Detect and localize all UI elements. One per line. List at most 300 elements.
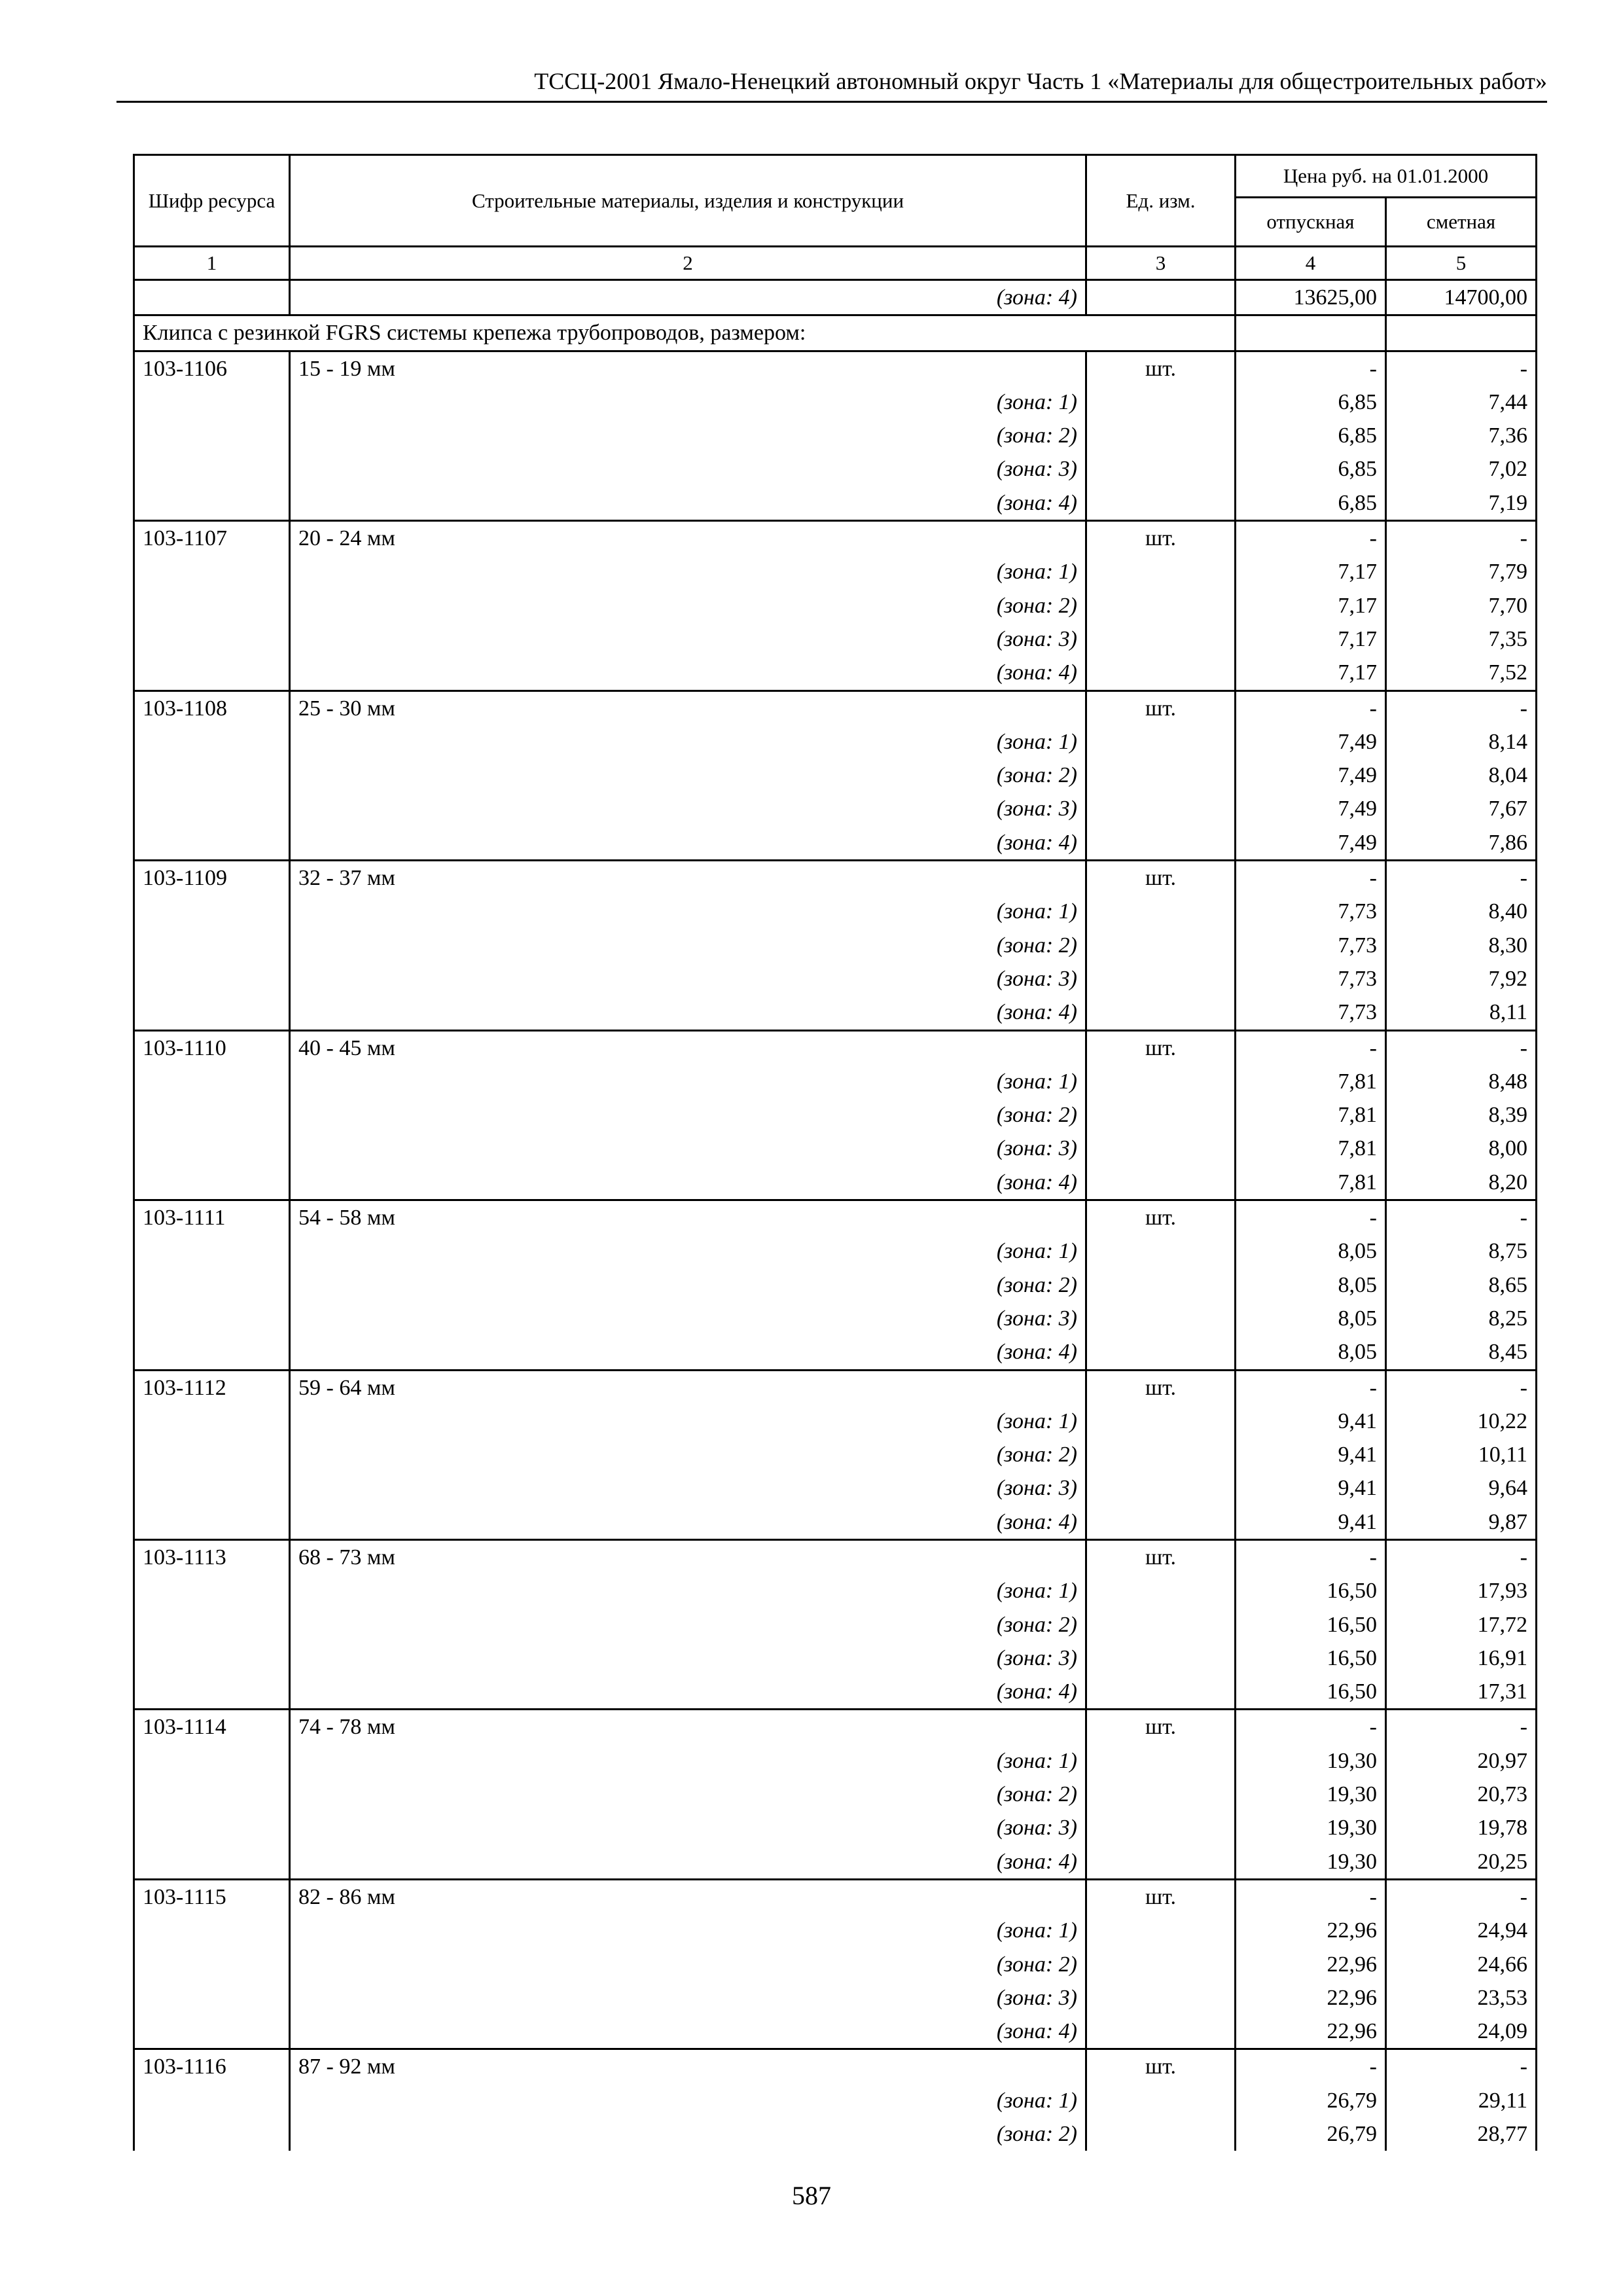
release-price-cell: 6,85 — [1236, 486, 1386, 521]
unit-cell — [1086, 1608, 1236, 1641]
resource-code-cell — [134, 1234, 290, 1268]
unit-cell — [1086, 1065, 1236, 1098]
release-price-cell: - — [1236, 2049, 1386, 2084]
zone-label: (зона: 4) — [290, 486, 1086, 521]
unit-cell — [1086, 622, 1236, 656]
zone-label: (зона: 2) — [290, 759, 1086, 792]
zone-label: (зона: 3) — [290, 1811, 1086, 1844]
estimate-price-cell: 8,11 — [1386, 996, 1537, 1030]
zone-row — [134, 1608, 1537, 1641]
unit-cell — [1086, 1811, 1236, 1844]
release-price-cell: 6,85 — [1236, 419, 1386, 452]
release-price-cell: 7,81 — [1236, 1166, 1386, 1200]
estimate-price-cell: 8,40 — [1386, 895, 1537, 928]
resource-code-cell: 103-1106 — [134, 351, 290, 386]
zone-row — [134, 962, 1537, 996]
unit-cell — [1086, 725, 1236, 759]
unit-cell — [1086, 386, 1236, 419]
estimate-price-cell: - — [1386, 1200, 1537, 1235]
zone-label: (зона: 2) — [290, 1098, 1086, 1132]
resource-code-cell — [134, 1065, 290, 1098]
zone-row — [134, 725, 1537, 759]
resource-code-cell — [134, 2117, 290, 2151]
resource-code-cell — [134, 1845, 290, 1880]
table-row — [134, 2049, 1537, 2084]
zone-label: (зона: 4) — [290, 1845, 1086, 1880]
release-price-cell: 7,81 — [1236, 1132, 1386, 1165]
unit-cell — [1086, 1641, 1236, 1675]
zone-row — [134, 419, 1537, 452]
estimate-price-cell: 17,72 — [1386, 1608, 1537, 1641]
unit-cell: шт. — [1086, 861, 1236, 895]
release-price-cell: 26,79 — [1236, 2117, 1386, 2151]
carry-code-cell — [134, 280, 290, 315]
zone-label: (зона: 4) — [290, 656, 1086, 691]
unit-cell: шт. — [1086, 691, 1236, 725]
unit-cell — [1086, 1166, 1236, 1200]
size-cell: 54 - 58 мм — [290, 1200, 1086, 1235]
zone-label: (зона: 1) — [290, 1405, 1086, 1438]
estimate-price-cell: 9,87 — [1386, 1505, 1537, 1540]
resource-code-cell — [134, 1744, 290, 1778]
zone-row — [134, 1405, 1537, 1438]
zone-row — [134, 1132, 1537, 1165]
unit-cell: шт. — [1086, 1879, 1236, 1914]
estimate-price-cell: 7,92 — [1386, 962, 1537, 996]
group-empty-cell — [1236, 315, 1386, 351]
unit-cell — [1086, 1574, 1236, 1607]
unit-cell — [1086, 1981, 1236, 2015]
release-price-cell: - — [1236, 1370, 1386, 1405]
zone-label: (зона: 4) — [290, 1505, 1086, 1540]
unit-cell: шт. — [1086, 2049, 1236, 2084]
col-header-code: Шифр ресурса — [134, 155, 290, 247]
estimate-price-cell: - — [1386, 1030, 1537, 1065]
estimate-price-cell: 28,77 — [1386, 2117, 1537, 2151]
zone-row — [134, 1166, 1537, 1200]
unit-cell — [1086, 996, 1236, 1030]
zone-row — [134, 792, 1537, 825]
zone-label: (зона: 1) — [290, 1234, 1086, 1268]
unit-cell — [1086, 1845, 1236, 1880]
unit-cell — [1086, 1744, 1236, 1778]
resource-code-cell — [134, 419, 290, 452]
release-price-cell: 8,05 — [1236, 1302, 1386, 1335]
zone-row — [134, 1914, 1537, 1947]
size-cell: 20 - 24 мм — [290, 521, 1086, 556]
estimate-price-cell: 8,20 — [1386, 1166, 1537, 1200]
resource-code-cell — [134, 895, 290, 928]
column-numbers-row — [134, 247, 1537, 280]
zone-row — [134, 589, 1537, 622]
release-price-cell: 7,49 — [1236, 725, 1386, 759]
estimate-price-cell: - — [1386, 1710, 1537, 1744]
zone-label: (зона: 3) — [290, 1132, 1086, 1165]
release-price-cell: - — [1236, 691, 1386, 725]
release-price-cell: 6,85 — [1236, 452, 1386, 486]
unit-cell — [1086, 555, 1236, 588]
col-number: 5 — [1386, 247, 1537, 280]
estimate-price-cell: 8,75 — [1386, 1234, 1537, 1268]
release-price-cell: 16,50 — [1236, 1641, 1386, 1675]
zone-row — [134, 895, 1537, 928]
zone-row — [134, 486, 1537, 521]
estimate-price-cell: 29,11 — [1386, 2084, 1537, 2117]
zone-row — [134, 1471, 1537, 1505]
estimate-price-cell: - — [1386, 351, 1537, 386]
zone-label: (зона: 2) — [290, 589, 1086, 622]
resource-code-cell — [134, 1914, 290, 1947]
release-price-cell: 7,73 — [1236, 996, 1386, 1030]
zone-label: (зона: 4) — [290, 2015, 1086, 2049]
unit-cell — [1086, 759, 1236, 792]
resource-code-cell — [134, 2015, 290, 2049]
release-price-cell: 7,49 — [1236, 792, 1386, 825]
release-price-cell: 16,50 — [1236, 1675, 1386, 1710]
unit-cell — [1086, 2084, 1236, 2117]
zone-label: (зона: 4) — [290, 1675, 1086, 1710]
release-price-cell: - — [1236, 1879, 1386, 1914]
table-row — [134, 1539, 1537, 1574]
price-table — [133, 154, 1537, 2151]
zone-label: (зона: 2) — [290, 2117, 1086, 2151]
unit-cell — [1086, 962, 1236, 996]
zone-row — [134, 1778, 1537, 1811]
release-price-cell: 16,50 — [1236, 1574, 1386, 1607]
resource-code-cell — [134, 1268, 290, 1302]
estimate-price-cell: - — [1386, 861, 1537, 895]
col-header-price: Цена руб. на 01.01.2000 — [1236, 155, 1537, 198]
estimate-price-cell: - — [1386, 521, 1537, 556]
unit-cell — [1086, 486, 1236, 521]
estimate-price-cell: 7,86 — [1386, 826, 1537, 861]
estimate-price-cell: 14700,00 — [1386, 280, 1537, 315]
release-price-cell: 19,30 — [1236, 1744, 1386, 1778]
unit-cell — [1086, 826, 1236, 861]
table-row — [134, 351, 1537, 386]
resource-code-cell — [134, 486, 290, 521]
release-price-cell: 13625,00 — [1236, 280, 1386, 315]
resource-code-cell — [134, 1778, 290, 1811]
unit-cell — [1086, 1335, 1236, 1370]
zone-label: (зона: 3) — [290, 1471, 1086, 1505]
zone-label: (зона: 2) — [290, 1608, 1086, 1641]
release-price-cell: - — [1236, 1539, 1386, 1574]
size-cell: 87 - 92 мм — [290, 2049, 1086, 2084]
zone-label: (зона: 1) — [290, 555, 1086, 588]
zone-label: (зона: 4) — [290, 1335, 1086, 1370]
zone-row — [134, 1098, 1537, 1132]
zone-row — [134, 1948, 1537, 1981]
resource-code-cell — [134, 656, 290, 691]
size-cell: 32 - 37 мм — [290, 861, 1086, 895]
running-header: ТССЦ-2001 Ямало-Ненецкий автономный округ Часть 1 «Материалы для общестроительных работ» — [116, 65, 1547, 103]
unit-cell — [1086, 1438, 1236, 1471]
resource-code-cell — [134, 1132, 290, 1165]
zone-row — [134, 826, 1537, 861]
release-price-cell: 7,73 — [1236, 929, 1386, 962]
zone-row — [134, 759, 1537, 792]
estimate-price-cell: 20,97 — [1386, 1744, 1537, 1778]
zone-label: (зона: 4) — [290, 280, 1086, 315]
zone-row — [134, 452, 1537, 486]
zone-row — [134, 1234, 1537, 1268]
zone-row — [134, 1268, 1537, 1302]
table-row — [134, 1879, 1537, 1914]
zone-row — [134, 622, 1537, 656]
resource-code-cell — [134, 1471, 290, 1505]
zone-row — [134, 2117, 1537, 2151]
table-body — [134, 280, 1537, 2151]
resource-code-cell — [134, 1335, 290, 1370]
estimate-price-cell: 7,79 — [1386, 555, 1537, 588]
group-title-row — [134, 315, 1537, 351]
table-row — [134, 521, 1537, 556]
resource-code-cell: 103-1109 — [134, 861, 290, 895]
release-price-cell: - — [1236, 1200, 1386, 1235]
unit-cell — [1086, 895, 1236, 928]
col-number: 4 — [1236, 247, 1386, 280]
resource-code-cell: 103-1107 — [134, 521, 290, 556]
estimate-price-cell: 17,31 — [1386, 1675, 1537, 1710]
release-price-cell: 7,81 — [1236, 1065, 1386, 1098]
resource-code-cell — [134, 1505, 290, 1540]
resource-code-cell — [134, 1641, 290, 1675]
zone-label: (зона: 4) — [290, 996, 1086, 1030]
zone-label: (зона: 2) — [290, 1948, 1086, 1981]
resource-code-cell: 103-1113 — [134, 1539, 290, 1574]
unit-cell — [1086, 1914, 1236, 1947]
col-number: 3 — [1086, 247, 1236, 280]
unit-cell — [1086, 1948, 1236, 1981]
unit-cell — [1086, 1471, 1236, 1505]
release-price-cell: 7,17 — [1236, 555, 1386, 588]
table-row — [134, 1200, 1537, 1235]
resource-code-cell — [134, 452, 290, 486]
release-price-cell: - — [1236, 1710, 1386, 1744]
resource-code-cell — [134, 589, 290, 622]
release-price-cell: 19,30 — [1236, 1811, 1386, 1844]
zone-label: (зона: 4) — [290, 1166, 1086, 1200]
unit-cell — [1086, 929, 1236, 962]
estimate-price-cell: 7,19 — [1386, 486, 1537, 521]
zone-label: (зона: 3) — [290, 792, 1086, 825]
estimate-price-cell: 10,11 — [1386, 1438, 1537, 1471]
resource-code-cell — [134, 2084, 290, 2117]
zone-row — [134, 386, 1537, 419]
release-price-cell: 7,81 — [1236, 1098, 1386, 1132]
size-cell: 40 - 45 мм — [290, 1030, 1086, 1065]
unit-cell — [1086, 452, 1236, 486]
zone-label: (зона: 3) — [290, 962, 1086, 996]
release-price-cell: 7,73 — [1236, 895, 1386, 928]
release-price-cell: - — [1236, 521, 1386, 556]
unit-cell: шт. — [1086, 1200, 1236, 1235]
zone-label: (зона: 2) — [290, 929, 1086, 962]
zone-label: (зона: 2) — [290, 419, 1086, 452]
estimate-price-cell: 24,94 — [1386, 1914, 1537, 1947]
resource-code-cell — [134, 1981, 290, 2015]
estimate-price-cell: 7,02 — [1386, 452, 1537, 486]
resource-code-cell: 103-1112 — [134, 1370, 290, 1405]
table-row — [134, 1030, 1537, 1065]
estimate-price-cell: 9,64 — [1386, 1471, 1537, 1505]
unit-cell — [1086, 419, 1236, 452]
release-price-cell: 22,96 — [1236, 1981, 1386, 2015]
release-price-cell: 26,79 — [1236, 2084, 1386, 2117]
estimate-price-cell: 8,45 — [1386, 1335, 1537, 1370]
estimate-price-cell: 10,22 — [1386, 1405, 1537, 1438]
resource-code-cell — [134, 1438, 290, 1471]
resource-code-cell — [134, 622, 290, 656]
unit-cell — [1086, 1132, 1236, 1165]
resource-code-cell — [134, 1811, 290, 1844]
resource-code-cell — [134, 1948, 290, 1981]
carry-over-row — [134, 280, 1537, 315]
zone-label: (зона: 3) — [290, 452, 1086, 486]
unit-cell — [1086, 2015, 1236, 2049]
unit-cell: шт. — [1086, 521, 1236, 556]
estimate-price-cell: 16,91 — [1386, 1641, 1537, 1675]
size-cell: 74 - 78 мм — [290, 1710, 1086, 1744]
resource-code-cell: 103-1115 — [134, 1879, 290, 1914]
estimate-price-cell: 8,14 — [1386, 725, 1537, 759]
estimate-price-cell: - — [1386, 1879, 1537, 1914]
zone-label: (зона: 1) — [290, 1744, 1086, 1778]
release-price-cell: 6,85 — [1236, 386, 1386, 419]
unit-cell — [1086, 280, 1236, 315]
unit-cell: шт. — [1086, 1030, 1236, 1065]
unit-cell: шт. — [1086, 1710, 1236, 1744]
release-price-cell: 8,05 — [1236, 1268, 1386, 1302]
release-price-cell: 9,41 — [1236, 1405, 1386, 1438]
resource-code-cell — [134, 1302, 290, 1335]
zone-row — [134, 996, 1537, 1030]
unit-cell — [1086, 1405, 1236, 1438]
zone-row — [134, 1335, 1537, 1370]
release-price-cell: - — [1236, 1030, 1386, 1065]
estimate-price-cell: 23,53 — [1386, 1981, 1537, 2015]
zone-label: (зона: 1) — [290, 1065, 1086, 1098]
zone-row — [134, 2084, 1537, 2117]
release-price-cell: 19,30 — [1236, 1845, 1386, 1880]
estimate-price-cell: 24,09 — [1386, 2015, 1537, 2049]
release-price-cell: 7,49 — [1236, 759, 1386, 792]
release-price-cell: - — [1236, 861, 1386, 895]
estimate-price-cell: 7,35 — [1386, 622, 1537, 656]
unit-cell: шт. — [1086, 1539, 1236, 1574]
resource-code-cell — [134, 1675, 290, 1710]
resource-code-cell: 103-1111 — [134, 1200, 290, 1235]
release-price-cell: 8,05 — [1236, 1234, 1386, 1268]
release-price-cell: 8,05 — [1236, 1335, 1386, 1370]
table-row — [134, 861, 1537, 895]
zone-label: (зона: 2) — [290, 1268, 1086, 1302]
zone-label: (зона: 1) — [290, 2084, 1086, 2117]
col-number: 1 — [134, 247, 290, 280]
estimate-price-cell: 7,52 — [1386, 656, 1537, 691]
estimate-price-cell: 24,66 — [1386, 1948, 1537, 1981]
zone-row — [134, 1675, 1537, 1710]
zone-row — [134, 2015, 1537, 2049]
zone-label: (зона: 3) — [290, 622, 1086, 656]
estimate-price-cell: 8,25 — [1386, 1302, 1537, 1335]
zone-row — [134, 1744, 1537, 1778]
group-title-cell: Клипса с резинкой FGRS системы крепежа трубопроводов, размером: — [134, 315, 1236, 351]
resource-code-cell: 103-1108 — [134, 691, 290, 725]
zone-label: (зона: 1) — [290, 1914, 1086, 1947]
resource-code-cell — [134, 759, 290, 792]
unit-cell — [1086, 656, 1236, 691]
estimate-price-cell: 8,39 — [1386, 1098, 1537, 1132]
release-price-cell: 7,17 — [1236, 622, 1386, 656]
release-price-cell: 16,50 — [1236, 1608, 1386, 1641]
table-row — [134, 1370, 1537, 1405]
estimate-price-cell: 8,04 — [1386, 759, 1537, 792]
resource-code-cell — [134, 826, 290, 861]
col-header-estimate-price: сметная — [1386, 198, 1537, 247]
zone-row — [134, 1505, 1537, 1540]
group-empty-cell — [1386, 315, 1537, 351]
unit-cell — [1086, 589, 1236, 622]
zone-label: (зона: 2) — [290, 1778, 1086, 1811]
col-header-material: Строительные материалы, изделия и конструкции — [290, 155, 1086, 247]
resource-code-cell — [134, 929, 290, 962]
resource-code-cell — [134, 1405, 290, 1438]
col-number: 2 — [290, 247, 1086, 280]
unit-cell — [1086, 2117, 1236, 2151]
zone-row — [134, 1302, 1537, 1335]
estimate-price-cell: 19,78 — [1386, 1811, 1537, 1844]
release-price-cell: 7,17 — [1236, 589, 1386, 622]
unit-cell — [1086, 1778, 1236, 1811]
zone-label: (зона: 3) — [290, 1302, 1086, 1335]
size-cell: 25 - 30 мм — [290, 691, 1086, 725]
unit-cell — [1086, 792, 1236, 825]
estimate-price-cell: 8,65 — [1386, 1268, 1537, 1302]
zone-row — [134, 1641, 1537, 1675]
unit-cell: шт. — [1086, 351, 1236, 386]
unit-cell: шт. — [1086, 1370, 1236, 1405]
estimate-price-cell: 8,48 — [1386, 1065, 1537, 1098]
page-number: 587 — [792, 2181, 831, 2210]
size-cell: 82 - 86 мм — [290, 1879, 1086, 1914]
estimate-price-cell: 20,73 — [1386, 1778, 1537, 1811]
resource-code-cell — [134, 1166, 290, 1200]
release-price-cell: 9,41 — [1236, 1471, 1386, 1505]
estimate-price-cell: 20,25 — [1386, 1845, 1537, 1880]
resource-code-cell — [134, 962, 290, 996]
estimate-price-cell: 7,44 — [1386, 386, 1537, 419]
resource-code-cell — [134, 725, 290, 759]
resource-code-cell — [134, 792, 290, 825]
resource-code-cell — [134, 555, 290, 588]
release-price-cell: 22,96 — [1236, 1948, 1386, 1981]
unit-cell — [1086, 1302, 1236, 1335]
zone-row — [134, 1981, 1537, 2015]
estimate-price-cell: 7,36 — [1386, 419, 1537, 452]
size-cell: 68 - 73 мм — [290, 1539, 1086, 1574]
unit-cell — [1086, 1268, 1236, 1302]
release-price-cell: 22,96 — [1236, 2015, 1386, 2049]
estimate-price-cell: 17,93 — [1386, 1574, 1537, 1607]
estimate-price-cell: 8,30 — [1386, 929, 1537, 962]
release-price-cell: 22,96 — [1236, 1914, 1386, 1947]
resource-code-cell — [134, 386, 290, 419]
release-price-cell: 9,41 — [1236, 1438, 1386, 1471]
resource-code-cell — [134, 1098, 290, 1132]
estimate-price-cell: 8,00 — [1386, 1132, 1537, 1165]
